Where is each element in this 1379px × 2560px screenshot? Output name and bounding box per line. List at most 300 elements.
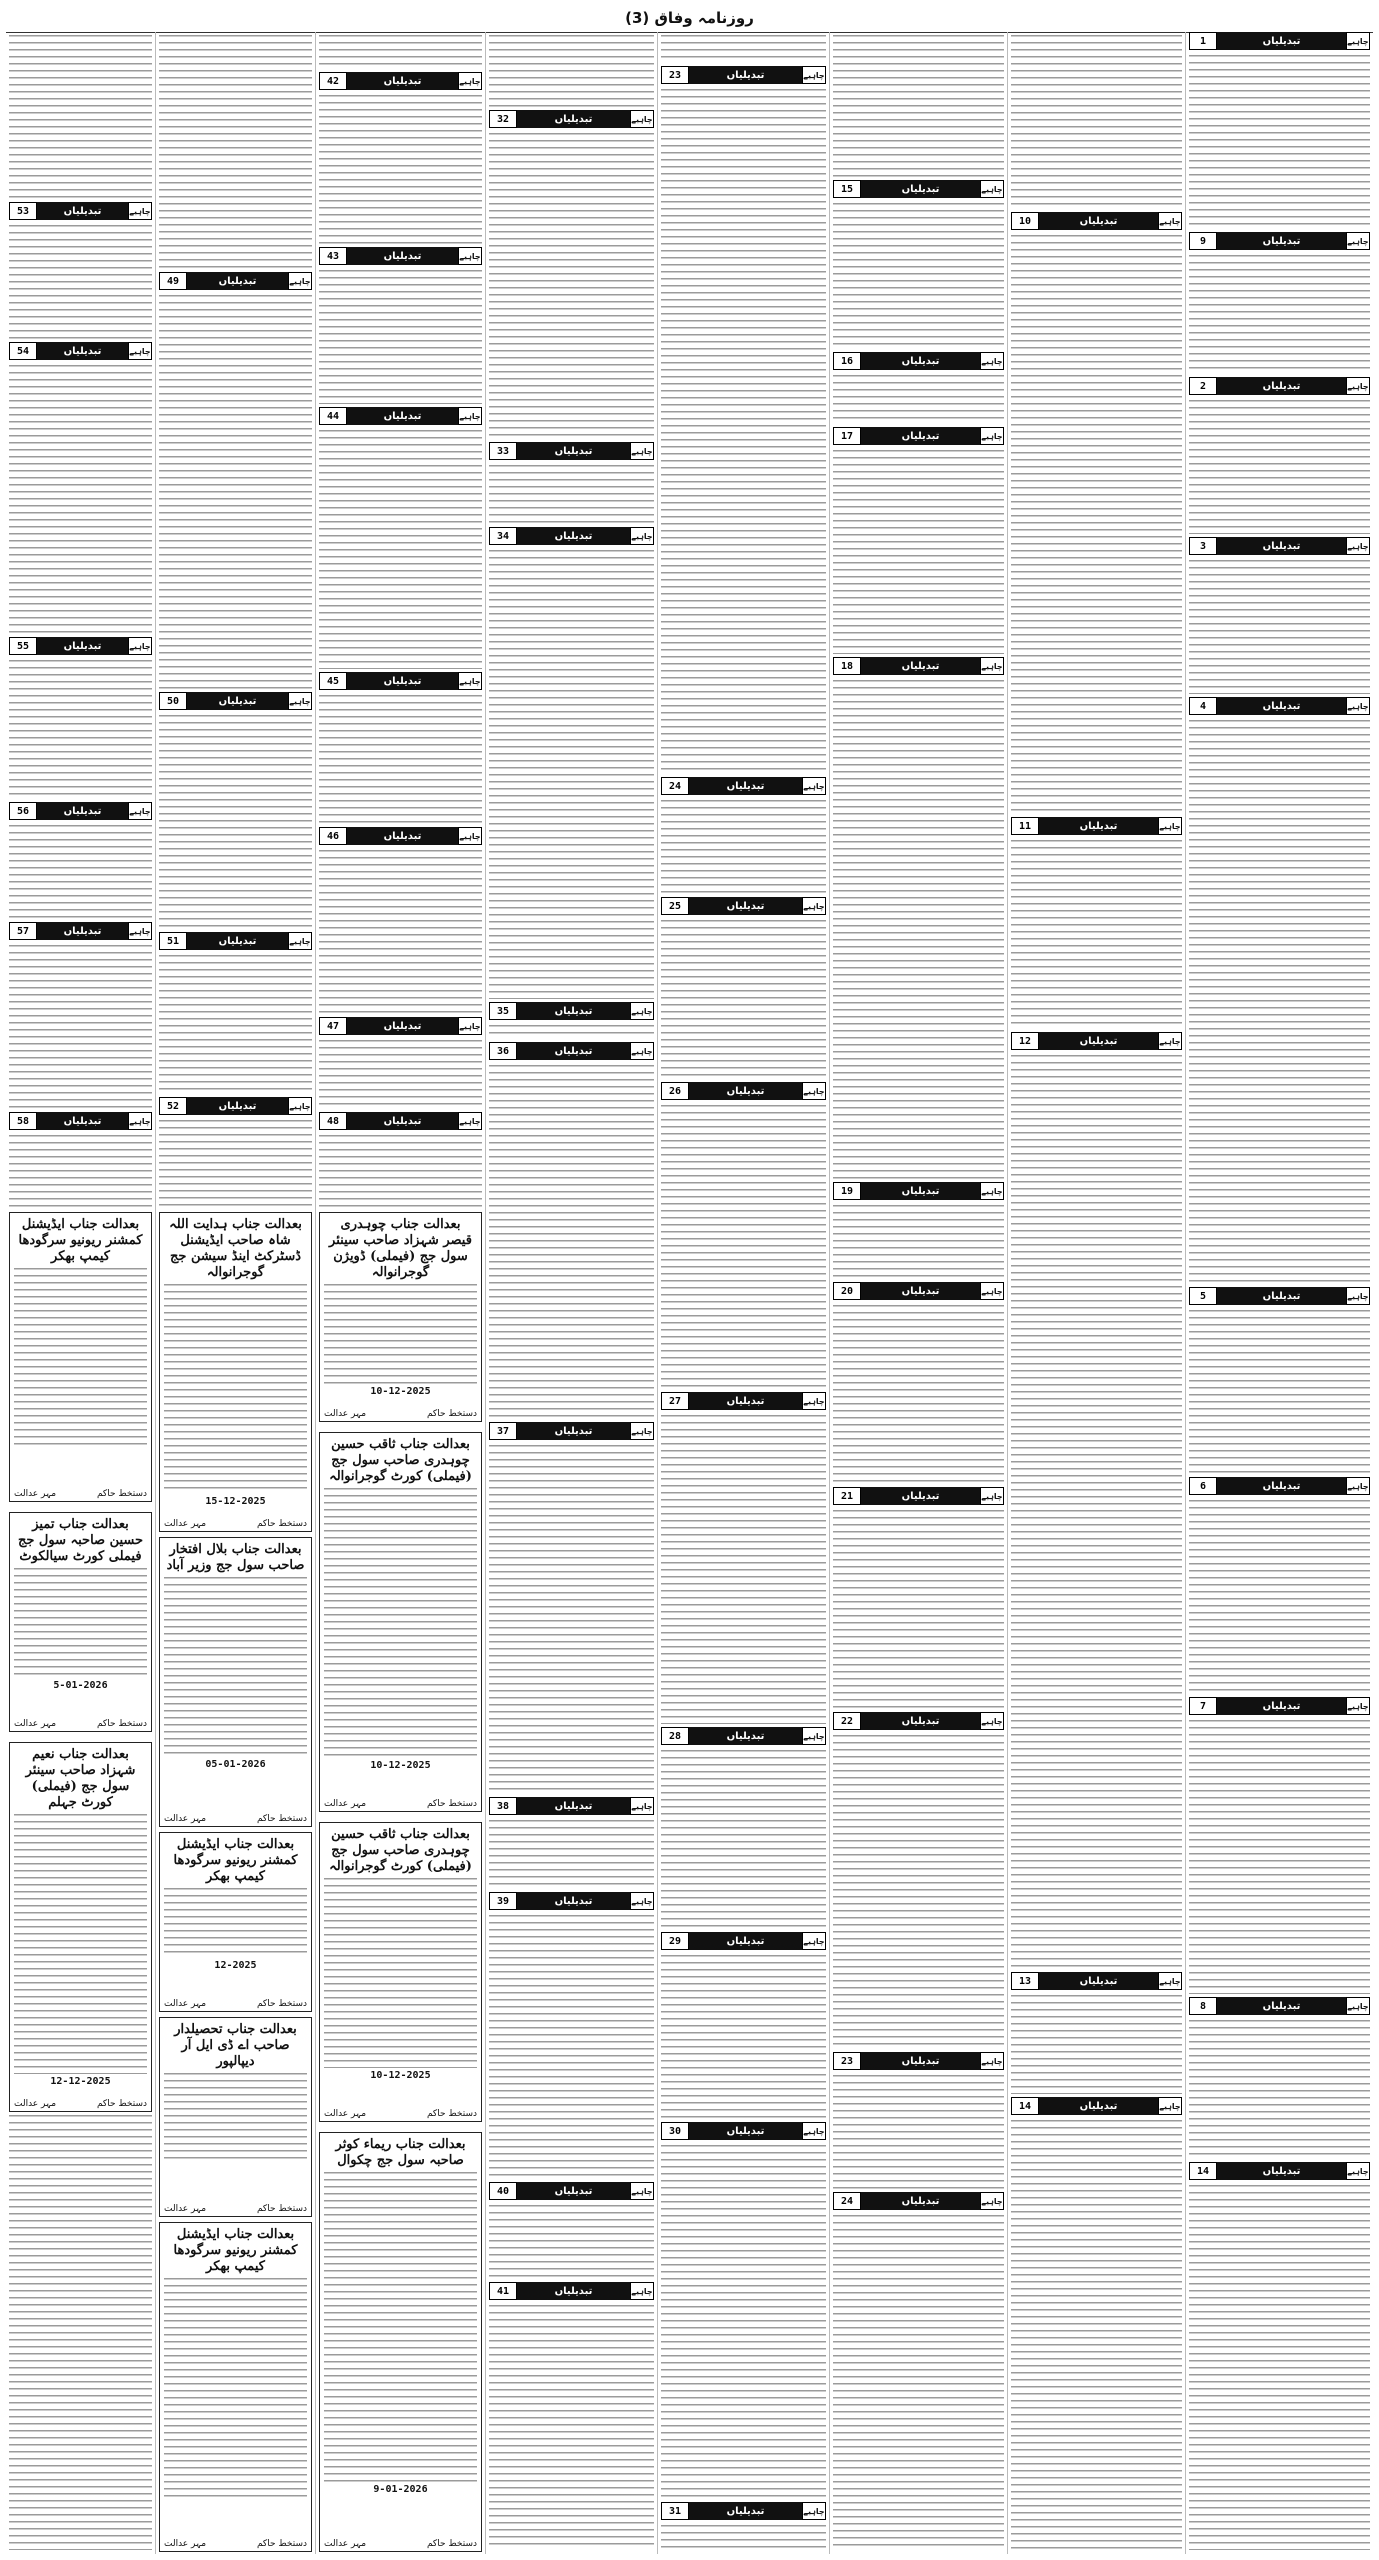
- classified-label: تبدیلیاں: [517, 1002, 630, 1020]
- classified-header: [319, 407, 482, 425]
- article-text-block: [1189, 2020, 1370, 2159]
- court-notice-body: [164, 1284, 307, 1494]
- classified-number: 42: [319, 72, 347, 90]
- court-notice: [319, 1212, 482, 1422]
- court-notice-body: [14, 1268, 147, 1448]
- classified-label: تبدیلیاں: [689, 1082, 802, 1100]
- article-text-block: [489, 1915, 654, 2179]
- classified-corner: چاہیے: [458, 72, 482, 90]
- classified-number: 49: [159, 272, 187, 290]
- article-text-block: [159, 715, 312, 929]
- classified-label: تبدیلیاں: [517, 1422, 630, 1440]
- classified-corner: چاہیے: [458, 672, 482, 690]
- classified-header: [833, 427, 1004, 445]
- classified-header: [1189, 377, 1370, 395]
- article-text-block: [489, 465, 654, 524]
- article-text-block: [1189, 55, 1370, 229]
- article-text-block: [319, 95, 482, 244]
- court-notice-body: [324, 2172, 477, 2482]
- classified-label: تبدیلیاں: [1039, 1032, 1158, 1050]
- signature-label: دستخط حاکم: [426, 2109, 477, 2119]
- classified-label: تبدیلیاں: [861, 1282, 980, 1300]
- classified-label: تبدیلیاں: [517, 1042, 630, 1060]
- classified-header: [1189, 32, 1370, 50]
- classified-label: تبدیلیاں: [1217, 697, 1346, 715]
- classified-corner: چاہیے: [1158, 2097, 1182, 2115]
- classified-label: تبدیلیاں: [1039, 212, 1158, 230]
- article-text-block: [489, 133, 654, 439]
- page-masthead: روزنامہ وفاق (3): [6, 6, 1373, 33]
- seal-label: مہر عدالت: [324, 2109, 367, 2119]
- court-notice: [9, 1742, 152, 2112]
- article-text-block: [661, 1415, 826, 1724]
- classified-label: تبدیلیاں: [861, 427, 980, 445]
- signature-label: دستخط حاکم: [256, 2204, 307, 2214]
- classified-label: تبدیلیاں: [861, 1712, 980, 1730]
- classified-header: [661, 777, 826, 795]
- classified-number: 9: [1189, 232, 1217, 250]
- article-text-block: [833, 2075, 1004, 2189]
- classified-number: 48: [319, 1112, 347, 1130]
- classified-label: تبدیلیاں: [517, 2282, 630, 2300]
- court-notice-body: [14, 1568, 147, 1678]
- classified-corner: چاہیے: [1346, 1697, 1370, 1715]
- classified-number: 15: [833, 180, 861, 198]
- article-text-block: [1189, 255, 1370, 374]
- court-notice: [159, 1537, 312, 1827]
- court-notice: [159, 1212, 312, 1532]
- classified-label: تبدیلیاں: [689, 1392, 802, 1410]
- classified-header: [319, 72, 482, 90]
- classified-number: 26: [661, 1082, 689, 1100]
- court-notice-date: 15-12-2025: [205, 1496, 266, 1507]
- classified-label: تبدیلیاں: [37, 637, 128, 655]
- signature-label: دستخط حاکم: [426, 1409, 477, 1419]
- seal-label: مہر عدالت: [164, 1814, 207, 1824]
- classified-number: 37: [489, 1422, 517, 1440]
- classified-corner: چاہیے: [128, 922, 152, 940]
- classified-number: 58: [9, 1112, 37, 1130]
- classified-corner: چاہیے: [458, 1112, 482, 1130]
- court-notice-body: [324, 1878, 477, 2068]
- classified-label: تبدیلیاں: [1217, 1997, 1346, 2015]
- signature-label: دستخط حاکم: [256, 1999, 307, 2009]
- court-notice-footer: [14, 2099, 147, 2109]
- article-text-block: [1011, 235, 1182, 814]
- classified-header: [489, 1042, 654, 1060]
- classified-number: 24: [661, 777, 689, 795]
- classified-header: [833, 180, 1004, 198]
- classified-number: 44: [319, 407, 347, 425]
- classified-label: تبدیلیاں: [689, 66, 802, 84]
- signature-label: دستخط حاکم: [256, 1519, 307, 1529]
- article-text-block: [9, 660, 152, 799]
- column-1: [1185, 32, 1373, 2554]
- classified-corner: چاہیے: [980, 1487, 1004, 1505]
- classified-number: 23: [661, 66, 689, 84]
- article-text-block: [9, 365, 152, 634]
- court-notice-footer: [14, 1489, 147, 1499]
- classified-corner: چاہیے: [1346, 537, 1370, 555]
- signature-label: دستخط حاکم: [256, 2539, 307, 2549]
- classified-label: تبدیلیاں: [1217, 1287, 1346, 1305]
- classified-header: [489, 1002, 654, 1020]
- classified-header: [489, 1797, 654, 1815]
- classified-number: 13: [1011, 1972, 1039, 1990]
- classified-corner: چاہیے: [980, 1182, 1004, 1200]
- article-text-block: [833, 1205, 1004, 1279]
- classified-corner: چاہیے: [630, 110, 654, 128]
- classified-number: 31: [661, 2502, 689, 2520]
- classified-corner: چاہیے: [630, 1797, 654, 1815]
- classified-number: 32: [489, 110, 517, 128]
- court-notice-date: 12-2025: [214, 1960, 257, 1971]
- classified-number: 3: [1189, 537, 1217, 555]
- court-notice-date: 10-12-2025: [370, 2070, 431, 2081]
- column-8: [6, 32, 155, 2554]
- classified-header: [833, 1487, 1004, 1505]
- court-notice: [159, 2017, 312, 2217]
- classified-header: [661, 2502, 826, 2520]
- classified-label: تبدیلیاں: [37, 202, 128, 220]
- column-7: [155, 32, 315, 2554]
- classified-number: 18: [833, 657, 861, 675]
- classified-label: تبدیلیاں: [861, 1182, 980, 1200]
- court-notice-title: بعدالت جناب ثاقب حسین چوہدری صاحب سول جج (فیملی) کورٹ گوجرانوالہ: [329, 1437, 472, 1484]
- classified-number: 5: [1189, 1287, 1217, 1305]
- classified-corner: چاہیے: [1158, 1032, 1182, 1050]
- classified-number: 50: [159, 692, 187, 710]
- classified-number: 40: [489, 2182, 517, 2200]
- classified-header: [489, 2282, 654, 2300]
- classified-corner: چاہیے: [802, 2122, 826, 2140]
- classified-header: [1189, 537, 1370, 555]
- classified-header: [1011, 1032, 1182, 1050]
- classified-header: [489, 1892, 654, 1910]
- article-text-block: [833, 203, 1004, 349]
- article-text-block: [9, 35, 152, 199]
- court-notice-title: بعدالت جناب ثاقب حسین چوہدری صاحب سول جج (فیملی) کورٹ گوجرانوالہ: [329, 1827, 472, 1874]
- court-notice: [159, 2222, 312, 2552]
- classified-label: تبدیلیاں: [1217, 232, 1346, 250]
- signature-label: دستخط حاکم: [426, 2539, 477, 2549]
- classified-number: 24: [833, 2192, 861, 2210]
- classified-corner: چاہیے: [980, 427, 1004, 445]
- classified-corner: چاہیے: [630, 442, 654, 460]
- seal-label: مہر عدالت: [324, 1409, 367, 1419]
- court-notice: [319, 1432, 482, 1812]
- classified-header: [1189, 1997, 1370, 2015]
- classified-corner: چاہیے: [630, 1042, 654, 1060]
- classified-corner: چاہیے: [980, 180, 1004, 198]
- classified-label: تبدیلیاں: [861, 657, 980, 675]
- article-text-block: [1011, 35, 1182, 209]
- classified-label: تبدیلیاں: [37, 802, 128, 820]
- classified-header: [1189, 2162, 1370, 2180]
- classified-label: تبدیلیاں: [689, 2122, 802, 2140]
- columns: [6, 32, 1373, 2554]
- classified-header: [661, 897, 826, 915]
- court-notice-title: بعدالت جناب ایڈیشنل کمشنر ریونیو سرگودھا کیمپ بھکر: [173, 2227, 298, 2274]
- article-text-block: [319, 430, 482, 669]
- classified-number: 38: [489, 1797, 517, 1815]
- classified-header: [833, 2192, 1004, 2210]
- classified-header: [833, 352, 1004, 370]
- classified-number: 47: [319, 1017, 347, 1035]
- classified-number: 10: [1011, 212, 1039, 230]
- classified-header: [833, 657, 1004, 675]
- classified-header: [159, 272, 312, 290]
- classified-corner: چاہیے: [630, 2282, 654, 2300]
- court-notice-footer: [324, 2539, 477, 2549]
- classified-number: 52: [159, 1097, 187, 1115]
- article-text-block: [319, 1040, 482, 1109]
- classified-label: تبدیلیاں: [1217, 1477, 1346, 1495]
- classified-number: 21: [833, 1487, 861, 1505]
- court-notice-footer: [164, 1999, 307, 2009]
- classified-label: تبدیلیاں: [187, 1097, 288, 1115]
- court-notice-date: 12-12-2025: [50, 2076, 111, 2087]
- classified-header: [159, 1097, 312, 1115]
- article-text-block: [1011, 1995, 1182, 2094]
- article-text-block: [9, 945, 152, 1109]
- classified-header: [1189, 1287, 1370, 1305]
- article-text-block: [489, 35, 654, 107]
- classified-label: تبدیلیاں: [1039, 2097, 1158, 2115]
- article-text-block: [1189, 1720, 1370, 1994]
- classified-label: تبدیلیاں: [861, 1487, 980, 1505]
- classified-label: تبدیلیاں: [347, 672, 458, 690]
- classified-number: 17: [833, 427, 861, 445]
- classified-label: تبدیلیاں: [517, 442, 630, 460]
- classified-number: 46: [319, 827, 347, 845]
- court-notice-body: [14, 1814, 147, 2074]
- classified-label: تبدیلیاں: [689, 1727, 802, 1745]
- seal-label: مہر عدالت: [164, 1999, 207, 2009]
- classified-number: 2: [1189, 377, 1217, 395]
- classified-header: [833, 1182, 1004, 1200]
- classified-number: 45: [319, 672, 347, 690]
- seal-label: مہر عدالت: [164, 1519, 207, 1529]
- article-text-block: [1189, 1310, 1370, 1474]
- article-text-block: [661, 1750, 826, 1929]
- classified-number: 56: [9, 802, 37, 820]
- classified-label: تبدیلیاں: [347, 247, 458, 265]
- classified-number: 25: [661, 897, 689, 915]
- classified-label: تبدیلیاں: [1217, 377, 1346, 395]
- classified-corner: چاہیے: [802, 66, 826, 84]
- classified-label: تبدیلیاں: [347, 1017, 458, 1035]
- article-text-block: [489, 1445, 654, 1794]
- article-text-block: [833, 680, 1004, 1179]
- classified-header: [489, 1422, 654, 1440]
- court-notice-footer: [164, 1814, 307, 1824]
- signature-label: دستخط حاکم: [96, 1719, 147, 1729]
- classified-corner: چاہیے: [1346, 232, 1370, 250]
- article-text-block: [159, 955, 312, 1094]
- article-text-block: [489, 2305, 654, 2550]
- classified-label: تبدیلیاں: [1039, 1972, 1158, 1990]
- court-notice-body: [324, 1284, 477, 1384]
- classified-header: [319, 672, 482, 690]
- classified-label: تبدیلیاں: [689, 777, 802, 795]
- article-text-block: [319, 270, 482, 404]
- classified-header: [319, 1017, 482, 1035]
- classified-number: 41: [489, 2282, 517, 2300]
- classified-label: تبدیلیاں: [187, 932, 288, 950]
- classified-corner: چاہیے: [288, 692, 312, 710]
- signature-label: دستخط حاکم: [96, 2099, 147, 2109]
- classified-label: تبدیلیاں: [689, 1932, 802, 1950]
- classified-corner: چاہیے: [128, 637, 152, 655]
- signature-label: دستخط حاکم: [256, 1814, 307, 1824]
- classified-number: 19: [833, 1182, 861, 1200]
- classified-label: تبدیلیاں: [347, 827, 458, 845]
- classified-label: تبدیلیاں: [861, 180, 980, 198]
- court-notice: [159, 1832, 312, 2012]
- classified-corner: چاہیے: [128, 1112, 152, 1130]
- court-notice-title: بعدالت جناب ریماء کوثر صاحبہ سول جج چکوال: [335, 2137, 466, 2168]
- classified-corner: چاہیے: [458, 407, 482, 425]
- classified-number: 29: [661, 1932, 689, 1950]
- classified-label: تبدیلیاں: [347, 72, 458, 90]
- classified-label: تبدیلیاں: [517, 2182, 630, 2200]
- classified-header: [9, 1112, 152, 1130]
- classified-corner: چاہیے: [630, 1002, 654, 1020]
- classified-label: تبدیلیاں: [861, 2192, 980, 2210]
- article-text-block: [1189, 400, 1370, 534]
- classified-label: تبدیلیاں: [1217, 2162, 1346, 2180]
- article-text-block: [833, 35, 1004, 177]
- column-2: [1007, 32, 1185, 2554]
- classified-number: 36: [489, 1042, 517, 1060]
- classified-header: [1011, 1972, 1182, 1990]
- classified-corner: چاہیے: [630, 2182, 654, 2200]
- classified-corner: چاہیے: [802, 777, 826, 795]
- column-6: [315, 32, 485, 2554]
- classified-number: 6: [1189, 1477, 1217, 1495]
- court-notice-title: بعدالت جناب ہدایت اللہ شاہ صاحب ایڈیشنل ڈسٹرکٹ اینڈ سیشن جج گوجرانوالہ: [169, 1217, 302, 1280]
- classified-number: 14: [1011, 2097, 1039, 2115]
- court-notice: [9, 1512, 152, 1732]
- court-notice-title: بعدالت جناب چوہدری قیصر شہزاد صاحب سینئر سول جج (فیملی) ڈویژن گوجرانوالہ: [329, 1217, 472, 1280]
- classified-header: [9, 342, 152, 360]
- article-text-block: [9, 225, 152, 339]
- column-3: [829, 32, 1007, 2554]
- classified-corner: چاہیے: [1346, 1997, 1370, 2015]
- classified-number: 7: [1189, 1697, 1217, 1715]
- court-notice-title: بعدالت جناب ایڈیشنل کمشنر ریونیو سرگودھا کیمپ بھکر: [18, 1217, 143, 1264]
- classified-number: 1: [1189, 32, 1217, 50]
- classified-number: 22: [833, 1712, 861, 1730]
- classified-corner: چاہیے: [980, 2052, 1004, 2070]
- classified-number: 23: [833, 2052, 861, 2070]
- classified-number: 11: [1011, 817, 1039, 835]
- classified-corner: چاہیے: [802, 2502, 826, 2520]
- classified-header: [159, 932, 312, 950]
- classified-corner: چاہیے: [802, 1392, 826, 1410]
- classified-corner: چاہیے: [288, 1097, 312, 1115]
- classified-number: 12: [1011, 1032, 1039, 1050]
- court-notice-body: [164, 1888, 307, 1958]
- article-text-block: [159, 295, 312, 689]
- court-notice-title: بعدالت جناب تحصیلدار صاحب اے ڈی ایل آر دیپالپور: [174, 2022, 297, 2069]
- court-notice-body: [164, 2073, 307, 2163]
- classified-label: تبدیلیاں: [1217, 537, 1346, 555]
- classified-label: تبدیلیاں: [1217, 1697, 1346, 1715]
- classified-header: [833, 1712, 1004, 1730]
- article-text-block: [489, 550, 654, 999]
- classified-number: 16: [833, 352, 861, 370]
- classified-header: [489, 527, 654, 545]
- classified-corner: چاہیے: [630, 527, 654, 545]
- court-notice-date: 10-12-2025: [370, 1760, 431, 1771]
- court-notice-footer: [324, 2109, 477, 2119]
- classified-corner: چاہیے: [980, 352, 1004, 370]
- article-text-block: [1011, 2120, 1182, 2550]
- classified-label: تبدیلیاں: [861, 2052, 980, 2070]
- article-text-block: [9, 2115, 152, 2550]
- article-text-block: [1011, 840, 1182, 1029]
- classified-corner: چاہیے: [980, 1282, 1004, 1300]
- classified-corner: چاہیے: [128, 342, 152, 360]
- classified-header: [1189, 697, 1370, 715]
- article-text-block: [489, 1820, 654, 1889]
- classified-header: [159, 692, 312, 710]
- article-text-block: [1011, 1055, 1182, 1969]
- classified-header: [661, 2122, 826, 2140]
- signature-label: دستخط حاکم: [426, 1799, 477, 1809]
- court-notice-date: 10-12-2025: [370, 1386, 431, 1397]
- classified-header: [319, 827, 482, 845]
- classified-header: [1011, 817, 1182, 835]
- classified-header: [661, 1932, 826, 1950]
- classified-number: 55: [9, 637, 37, 655]
- court-notice-footer: [164, 2204, 307, 2214]
- classified-header: [489, 110, 654, 128]
- classified-header: [9, 802, 152, 820]
- classified-corner: چاہیے: [458, 827, 482, 845]
- classified-corner: چاہیے: [1346, 1477, 1370, 1495]
- seal-label: مہر عدالت: [14, 1489, 57, 1499]
- classified-corner: چاہیے: [458, 247, 482, 265]
- article-text-block: [833, 1305, 1004, 1484]
- classified-label: تبدیلیاں: [517, 1892, 630, 1910]
- article-text-block: [661, 2145, 826, 2499]
- court-notice-footer: [324, 1409, 477, 1419]
- classified-corner: چاہیے: [1346, 32, 1370, 50]
- court-notice-date: 05-01-2026: [205, 1759, 266, 1770]
- classified-corner: چاہیے: [802, 1082, 826, 1100]
- classified-corner: چاہیے: [128, 202, 152, 220]
- classified-header: [661, 66, 826, 84]
- classified-header: [1189, 1697, 1370, 1715]
- classified-number: 34: [489, 527, 517, 545]
- classified-number: 27: [661, 1392, 689, 1410]
- classified-number: 4: [1189, 697, 1217, 715]
- classified-corner: چاہیے: [802, 1932, 826, 1950]
- classified-number: 30: [661, 2122, 689, 2140]
- court-notice-title: بعدالت جناب نعیم شہزاد صاحب سینئر سول جج (فیملی) کورٹ جہلم: [25, 1747, 136, 1810]
- article-text-block: [661, 920, 826, 1079]
- classified-label: تبدیلیاں: [1039, 817, 1158, 835]
- article-text-block: [9, 1135, 152, 1209]
- classified-label: تبدیلیاں: [347, 407, 458, 425]
- classified-number: 53: [9, 202, 37, 220]
- classified-corner: چاہیے: [980, 1712, 1004, 1730]
- classified-number: 43: [319, 247, 347, 265]
- classified-label: تبدیلیاں: [689, 897, 802, 915]
